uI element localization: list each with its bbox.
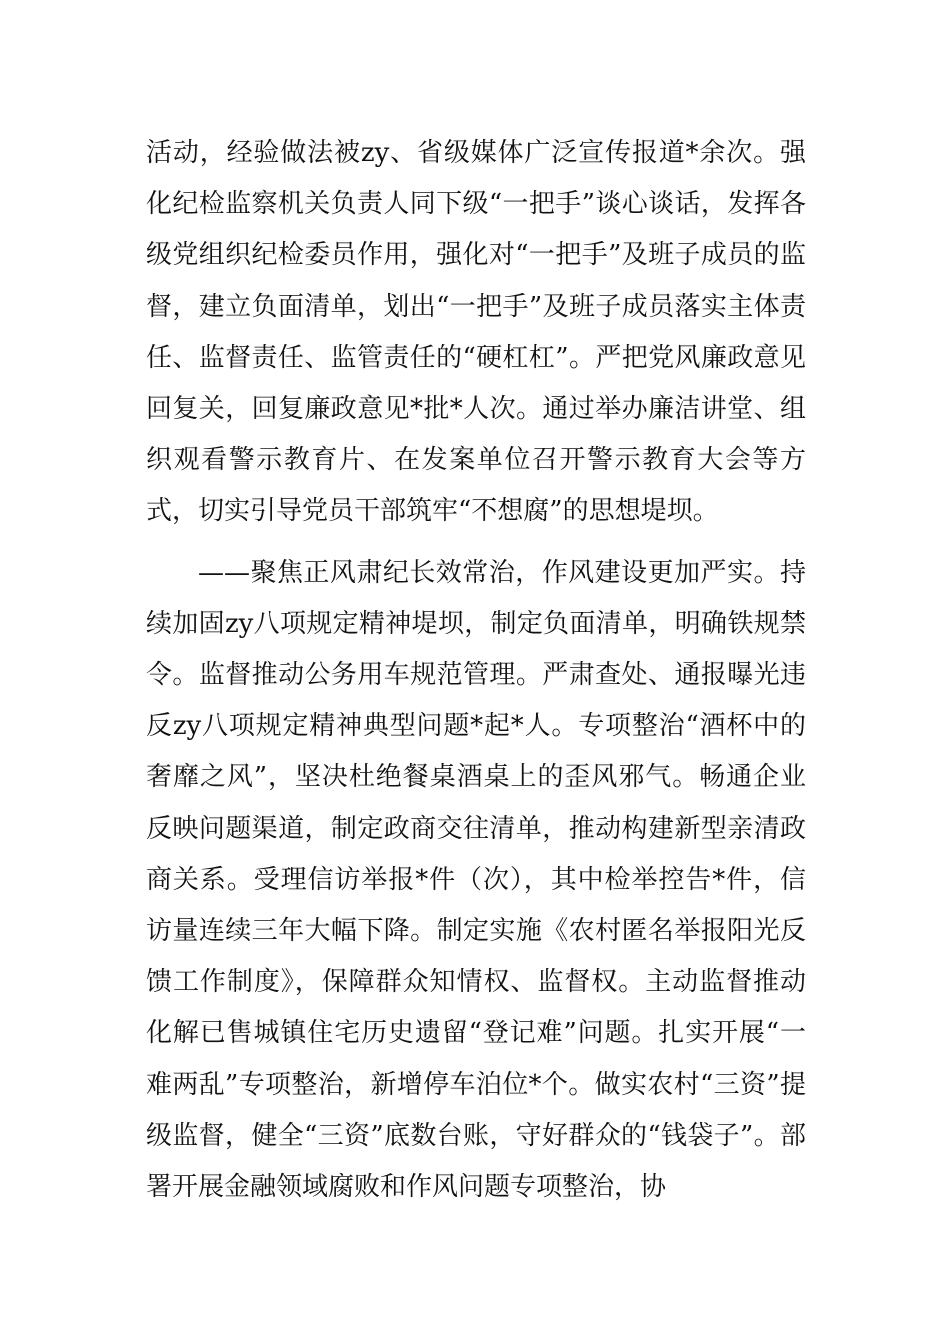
document-body: [146, 128, 806, 1213]
paragraph-style-construction: ——聚焦正风肃纪长效常治，作风建设更加严实。持续加固zy八项规定精神堤坝，制定负面清单，明确铁规禁令。监督推动公务用车规范管理。严肃查处、通报曝光违反zy八项规定精神典型问题*起*人。专项整治“酒杯中的奢靡之风”，坚决杜绝餐桌酒桌上的歪风邪气。畅通企业反映问题渠道，制定政商交往清单，推动构建新型亲清政商关系。受理信访举报*件（次），其中检举控告*件，信访量连续三年大幅下降。制定实施《农村匿名举报阳光反馈工作制度》，保障群众知情权、监督权。主动监督推动化解已售城镇住宅历史遗留“登记难”问题。扎实开展“一难两乱”专项整治，新增停车泊位*个。做实农村“三资”提级监督，健全“三资”底数台账，守好群众的“钱袋子”。部署开展金融领域腐败和作风问题专项整治，协: [146, 557, 806, 1203]
paragraph-continuation: 活动，经验做法被zy、省级媒体广泛宣传报道*余次。强化纪检监察机关负责人同下级“一把手”谈心谈话，发挥各级党组织纪检委员作用，强化对“一把手”及班子成员的监督，建立负面清单，划出“一把手”及班子成员落实主体责任、监督责任、监管责任的“硬杠杠”。严把党风廉政意见回复关，回复廉政意见*批*人次。通过举办廉洁讲堂、组织观看警示教育片、在发案单位召开警示教育大会等方式，切实引导党员干部筑牢“不想腐”的思想堤坝。: [146, 138, 806, 527]
